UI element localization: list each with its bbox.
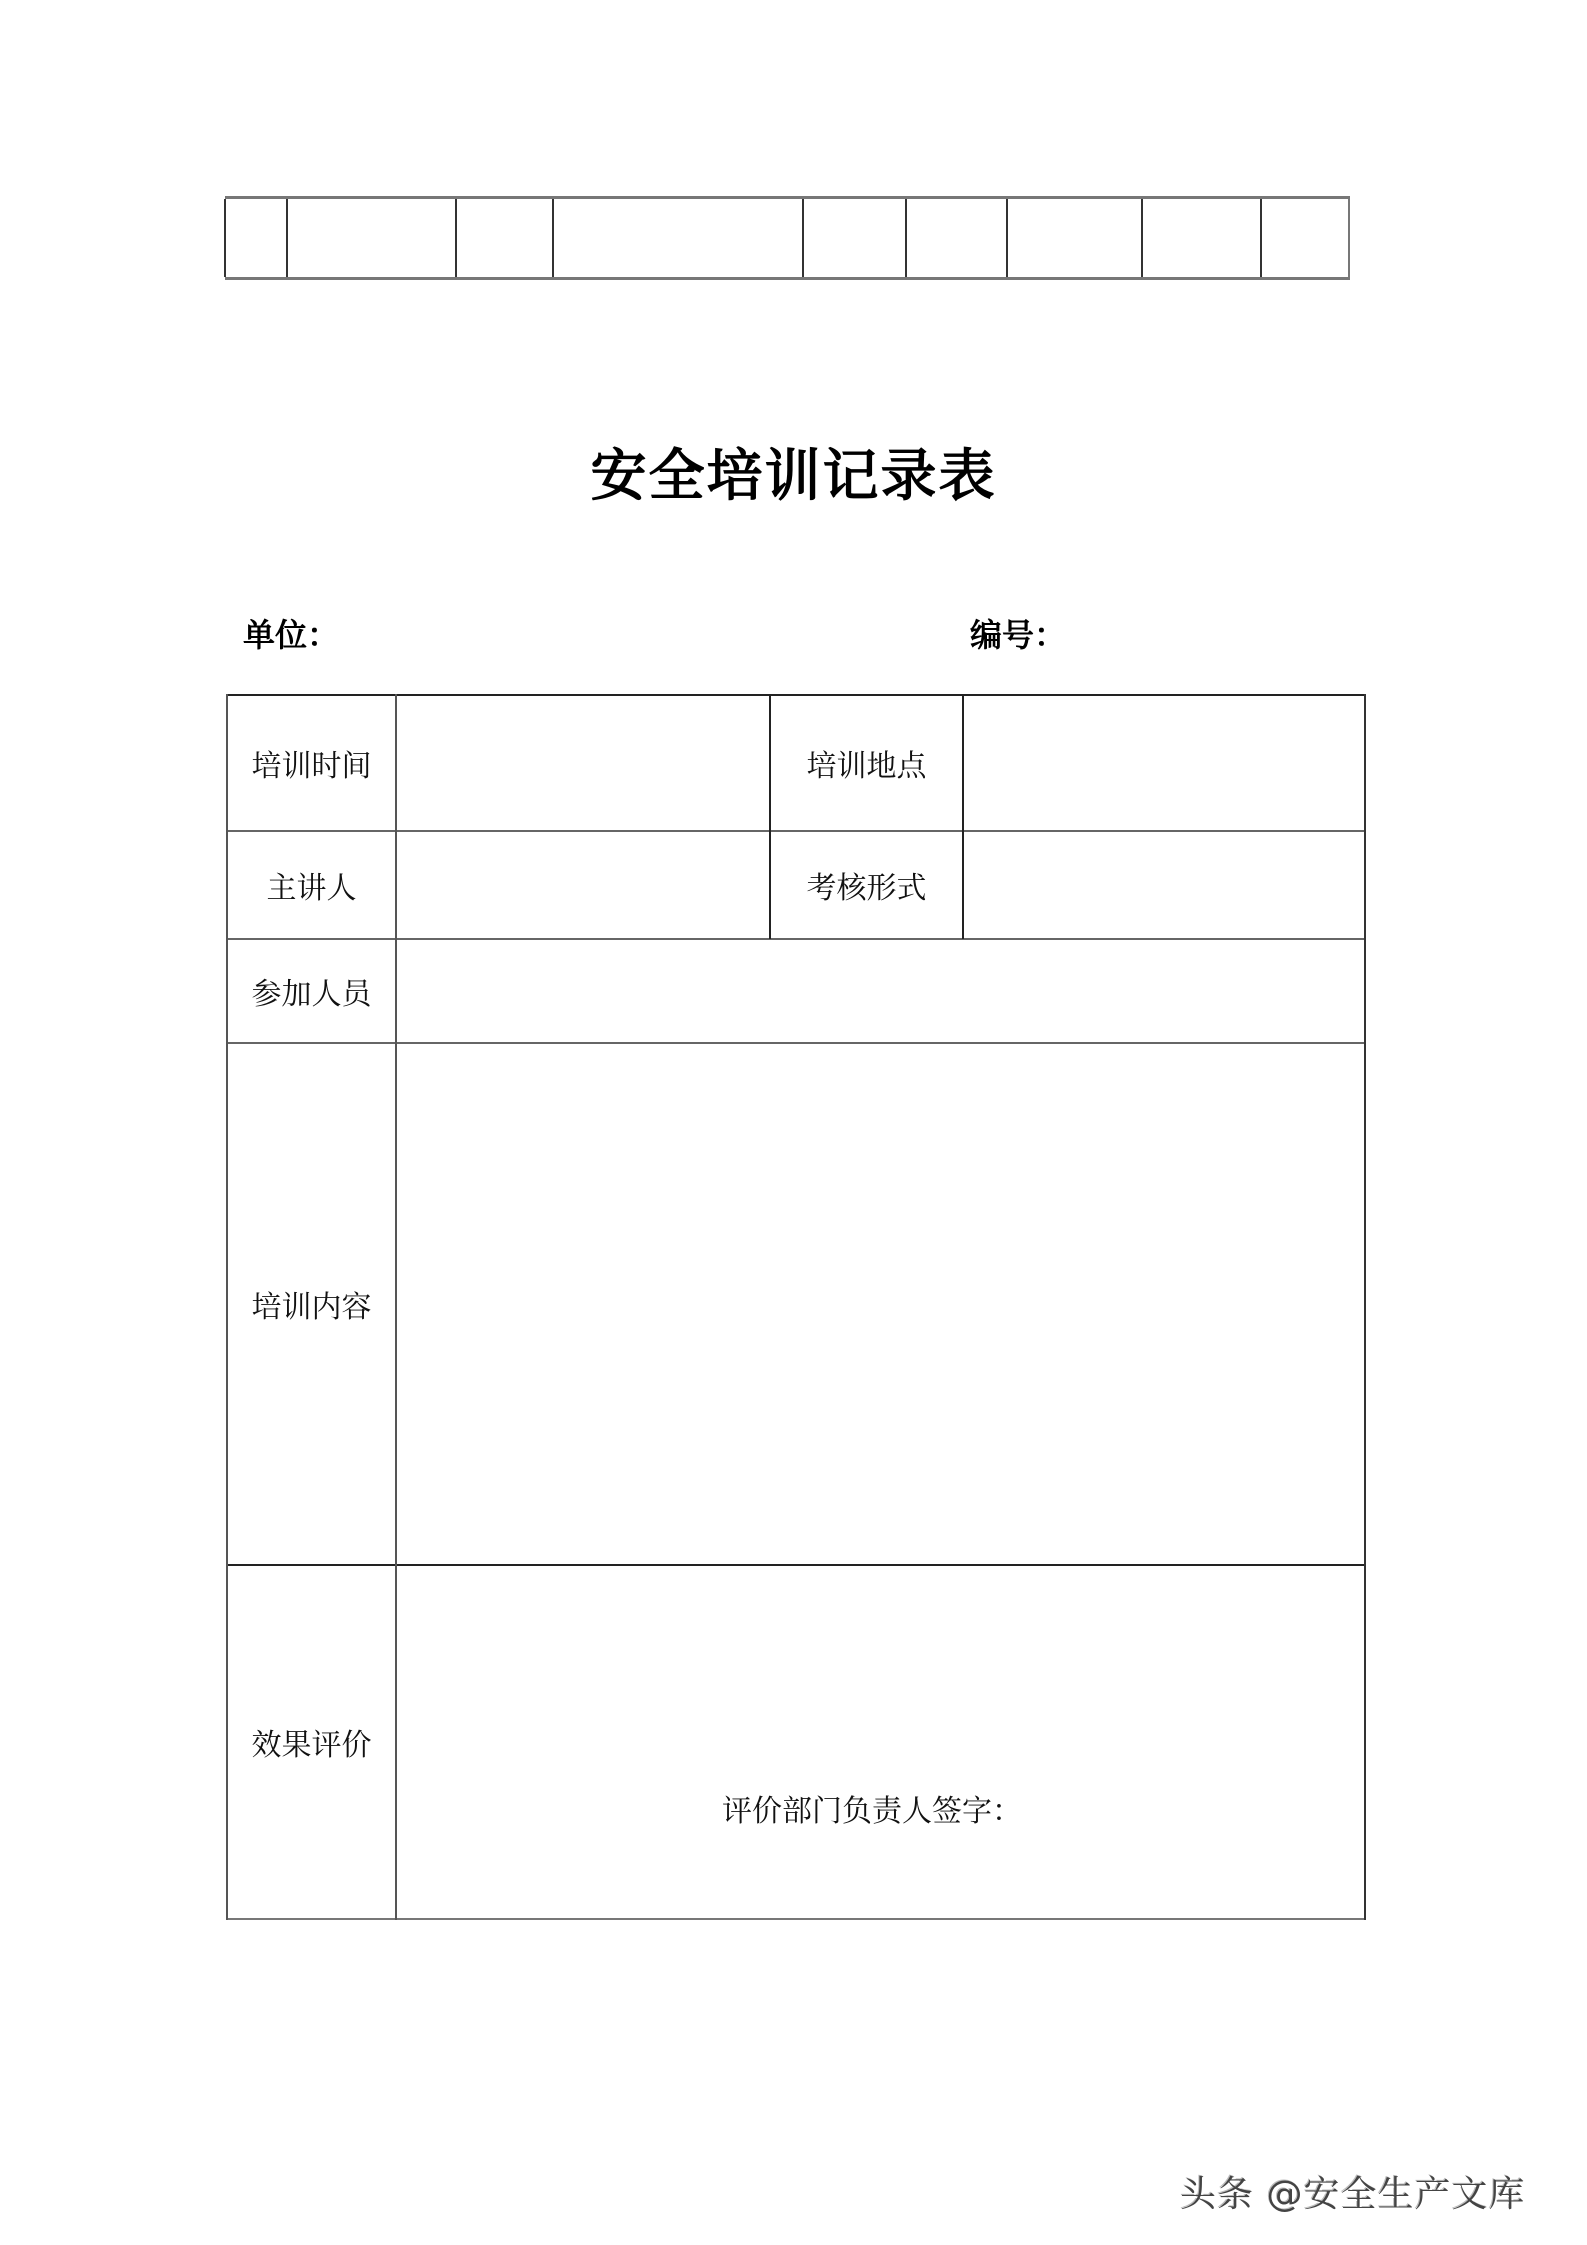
page-title: 安全培训记录表 bbox=[590, 444, 997, 509]
unit-field[interactable] bbox=[330, 608, 890, 652]
lecturer-field[interactable] bbox=[397, 832, 769, 938]
header-strip-table bbox=[225, 196, 1350, 280]
unit-label: 单位： bbox=[243, 616, 340, 654]
strip-divider bbox=[1260, 199, 1262, 277]
strip-divider bbox=[1141, 199, 1143, 277]
strip-divider bbox=[1006, 199, 1008, 277]
strip-divider bbox=[552, 199, 554, 277]
strip-divider bbox=[905, 199, 907, 277]
training-time-field[interactable] bbox=[397, 696, 769, 830]
table-border-right bbox=[1364, 694, 1366, 1920]
participants-label: 参加人员 bbox=[251, 977, 372, 1012]
training-location-field[interactable] bbox=[964, 696, 1364, 830]
assessment-form-field[interactable] bbox=[964, 832, 1364, 938]
table-border-bottom bbox=[226, 1918, 1366, 1920]
training-location-label: 培训地点 bbox=[806, 748, 927, 784]
lecturer-label: 主讲人 bbox=[266, 871, 357, 906]
training-content-field[interactable] bbox=[397, 1044, 1364, 1564]
strip-divider bbox=[286, 199, 288, 277]
strip-border-left bbox=[224, 199, 226, 277]
effect-evaluation-label: 效果评价 bbox=[251, 1728, 372, 1763]
signature-field[interactable] bbox=[1025, 1786, 1345, 1826]
strip-border-right bbox=[1348, 199, 1350, 277]
participants-field[interactable] bbox=[397, 940, 1364, 1042]
strip-divider bbox=[455, 199, 457, 277]
number-label: 编号： bbox=[970, 616, 1067, 654]
signature-label: 评价部门负责人签字： bbox=[722, 1794, 1022, 1829]
training-time-label: 培训时间 bbox=[251, 748, 372, 784]
assessment-form-label: 考核形式 bbox=[806, 871, 927, 906]
effect-evaluation-field[interactable] bbox=[397, 1566, 1364, 1766]
training-record-table bbox=[226, 694, 1366, 1920]
watermark-text: 头条 @安全生产文库 bbox=[1180, 2174, 1526, 2215]
number-field[interactable] bbox=[1060, 608, 1360, 652]
strip-divider bbox=[802, 199, 804, 277]
training-content-label: 培训内容 bbox=[251, 1290, 372, 1325]
